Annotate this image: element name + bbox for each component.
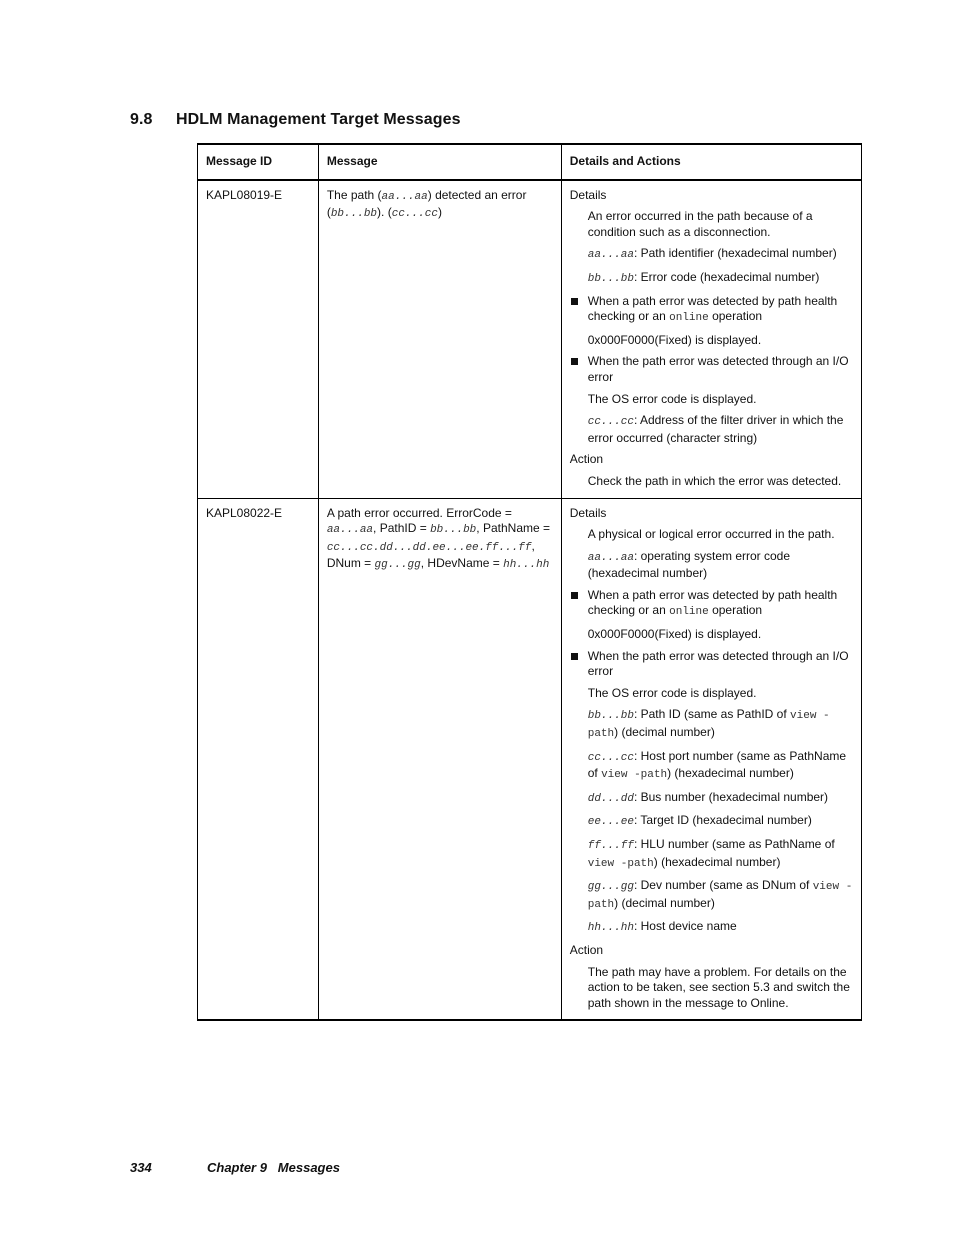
bullet-square-icon — [571, 592, 578, 599]
header-details-actions: Details and Actions — [561, 144, 861, 180]
page-number: 334 — [130, 1160, 152, 1175]
details-label: Details — [569, 505, 607, 520]
action-label: Action — [569, 942, 604, 957]
details-item: bb...bb: Path ID (same as PathID of view -path) (decimal number) — [587, 707, 830, 741]
details-text: A physical or logical error occurred in the path. — [587, 527, 835, 542]
bullet-item: When the path error was detected through an I/O error — [588, 649, 853, 680]
details-item: cc...cc: Host port number (same as PathName of view -path) (hexadecimal number) — [587, 748, 847, 782]
details-item: bb...bb: Error code (hexadecimal number) — [587, 269, 820, 285]
details-item: cc...cc: Address of the filter driver in which the error occurred (character string) — [587, 413, 844, 445]
message-id-cell: KAPL08019-E — [198, 180, 319, 498]
details-item: dd...dd: Bus number (hexadecimal number) — [587, 789, 829, 805]
details-text: 0x000F0000(Fixed) is displayed. — [587, 627, 762, 642]
section-heading — [130, 111, 461, 129]
section-number: 9.8 — [130, 111, 153, 128]
bullet-item: When a path error was detected by path health checking or an online operation — [588, 588, 853, 621]
details-text: The OS error code is displayed. — [587, 391, 757, 406]
details-item: aa...aa: operating system error code (hexadecimal number) — [587, 548, 791, 581]
message-text-cell: A path error occurred. ErrorCode = aa...aa, PathID = bb...bb, PathName = cc...cc.dd...dd.ee...ee.ff...ff, DNum = gg...gg, HDevName = hh...hh — [318, 498, 561, 1020]
table-row — [198, 498, 862, 1020]
details-text: An error occurred in the path because of a condition such as a disconnection. — [587, 209, 813, 239]
details-text: The OS error code is displayed. — [587, 685, 757, 700]
message-id-cell: KAPL08022-E — [198, 498, 319, 1020]
bullet-item: When a path error was detected by path health checking or an online operation — [588, 294, 853, 327]
messages-table — [197, 143, 862, 1021]
action-label: Action — [569, 452, 604, 467]
details-text: 0x000F0000(Fixed) is displayed. — [587, 332, 762, 347]
details-actions-cell — [561, 180, 861, 498]
details-label: Details — [569, 187, 607, 202]
action-text: Check the path in which the error was detected. — [587, 473, 842, 488]
section-title: HDLM Management Target Messages — [176, 111, 461, 128]
message-text-cell: The path (aa...aa) detected an error (bb...bb). (cc...cc) — [318, 180, 561, 498]
bullet-square-icon — [571, 298, 578, 305]
bullet-square-icon — [571, 653, 578, 660]
details-actions-cell — [561, 498, 861, 1020]
details-item: gg...gg: Dev number (same as DNum of view -path) (decimal number) — [587, 878, 853, 911]
details-item: hh...hh: Host device name — [587, 919, 737, 935]
table-header-row — [198, 144, 862, 180]
details-item: ee...ee: Target ID (hexadecimal number) — [587, 813, 812, 829]
header-message-id: Message ID — [198, 144, 319, 180]
table-row — [198, 180, 862, 498]
action-text: The path may have a problem. For details on the action to be taken, see section 5.3 and switch the path shown in the message to Online. — [587, 964, 850, 1010]
chapter-footer: Chapter 9 Messages — [207, 1160, 340, 1175]
bullet-square-icon — [571, 358, 578, 365]
bullet-item: When the path error was detected through an I/O error — [588, 354, 853, 385]
details-item: ff...ff: HLU number (same as PathName of view -path) (hexadecimal number) — [587, 837, 835, 870]
details-item: aa...aa: Path identifier (hexadecimal number) — [587, 246, 837, 262]
header-message: Message — [318, 144, 561, 180]
